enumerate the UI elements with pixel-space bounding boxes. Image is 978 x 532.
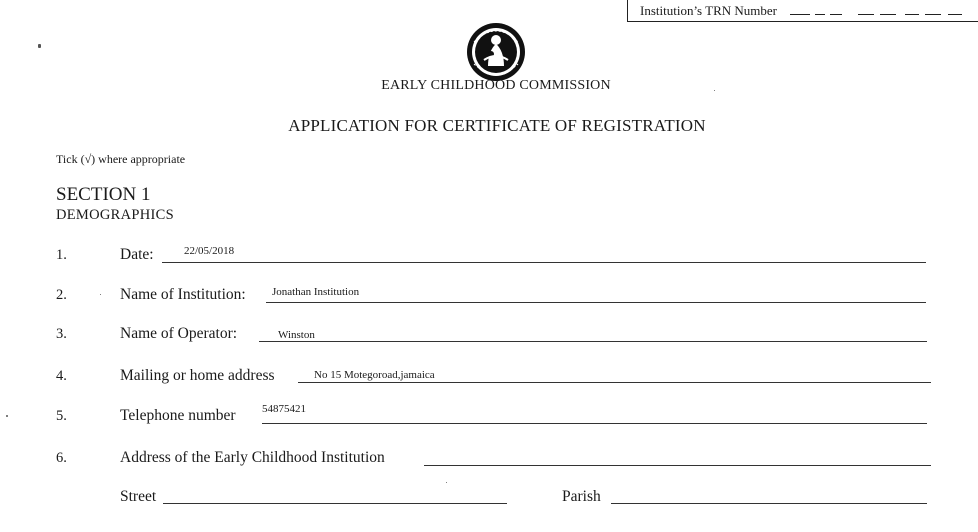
trn-digit-blank[interactable] <box>790 14 810 15</box>
trn-label: Institution’s TRN Number <box>640 3 777 18</box>
trn-digit-blank[interactable] <box>880 14 896 15</box>
telephone-label: Telephone number <box>120 407 236 424</box>
parish-label: Parish <box>562 488 601 505</box>
scan-speck <box>714 90 715 91</box>
section-title: SECTION 1 <box>56 184 151 205</box>
date-value: 22/05/2018 <box>184 245 235 257</box>
section-subtitle: DEMOGRAPHICS <box>56 207 175 223</box>
field-number: 6. <box>56 450 67 466</box>
operator-name-value: Winston <box>278 329 315 341</box>
street-label: Street <box>120 488 157 505</box>
trn-digit-blank[interactable] <box>815 14 825 15</box>
scan-speck <box>38 44 41 48</box>
institution-name-label: Name of Institution: <box>120 286 246 303</box>
scan-speck <box>6 415 8 417</box>
field-number: 1. <box>56 247 67 263</box>
street-field[interactable] <box>163 503 507 504</box>
commission-seal-logo <box>460 22 532 82</box>
field-number: 4. <box>56 368 67 384</box>
parish-field[interactable] <box>611 503 927 504</box>
form-title: APPLICATION FOR CERTIFICATE OF REGISTRATION <box>288 116 706 135</box>
trn-digit-blank[interactable] <box>925 14 941 15</box>
institution-address-label: Address of the Early Childhood Institution <box>120 449 385 466</box>
organization-name: EARLY CHILDHOOD COMMISSION <box>381 78 611 93</box>
mailing-address-field[interactable] <box>298 382 931 383</box>
tick-instruction: Tick (√) where appropriate <box>56 152 186 166</box>
trn-digit-blank[interactable] <box>858 14 874 15</box>
scan-speck <box>100 294 101 295</box>
institution-name-field[interactable] <box>266 302 926 303</box>
institution-name-value: Jonathan Institution <box>272 286 360 298</box>
trn-digit-blank[interactable] <box>905 14 919 15</box>
date-label: Date: <box>120 246 154 263</box>
scan-speck <box>446 482 447 483</box>
mailing-address-value: No 15 Motegoroad,jamaica <box>314 369 435 381</box>
mailing-address-label: Mailing or home address <box>120 367 275 384</box>
date-field[interactable] <box>162 262 926 263</box>
operator-name-label: Name of Operator: <box>120 325 238 342</box>
trn-digit-blank[interactable] <box>830 14 842 15</box>
institution-address-field[interactable] <box>424 465 931 466</box>
trn-digit-blank[interactable] <box>948 14 962 15</box>
telephone-field[interactable] <box>262 423 927 424</box>
field-number: 3. <box>56 326 67 342</box>
field-number: 5. <box>56 408 67 424</box>
operator-name-field[interactable] <box>259 341 927 342</box>
telephone-value: 54875421 <box>262 403 306 415</box>
field-number: 2. <box>56 287 67 303</box>
